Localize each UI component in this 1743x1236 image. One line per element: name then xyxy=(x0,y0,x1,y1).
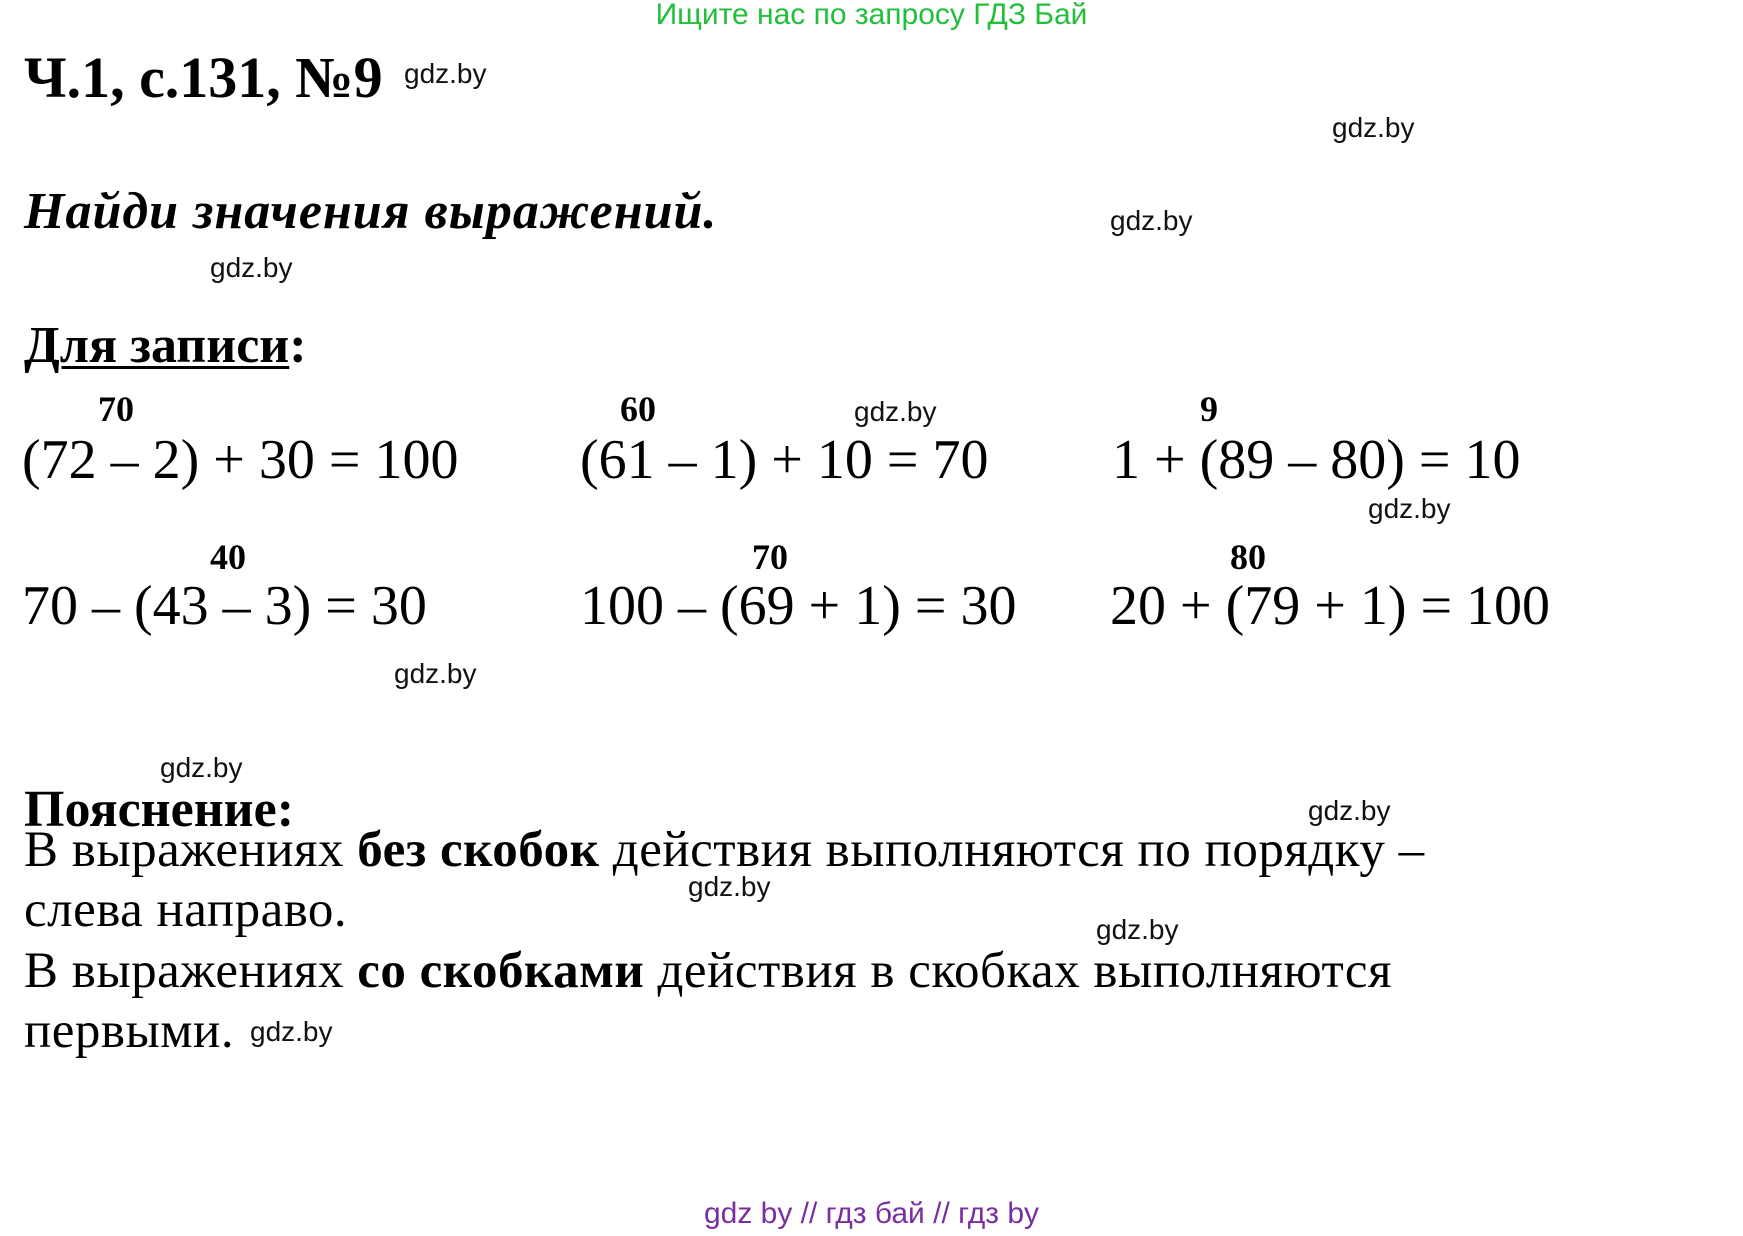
footer-links: gdz by // гдз бай // гдз by xyxy=(703,1197,1040,1230)
watermark: gdz.by xyxy=(160,752,243,783)
task-statement: Найди значения выражений. xyxy=(24,183,718,240)
rule-2-prefix: В выражениях xyxy=(24,943,358,999)
watermark: gdz.by xyxy=(1332,112,1415,143)
page-title: Ч.1, с.131, №9 xyxy=(24,45,383,110)
rule-1-suffix: действия выполняются по порядку – xyxy=(599,822,1425,878)
expression-3: 1 + (89 – 80) = 10 xyxy=(1112,429,1521,491)
watermark: gdz.by xyxy=(1368,493,1451,524)
rule-2-line-2: первыми. xyxy=(24,1003,235,1059)
explanation-label: Пояснение: xyxy=(24,781,295,838)
watermark: gdz.by xyxy=(854,396,937,427)
watermark: gdz.by xyxy=(394,658,477,689)
watermark: gdz.by xyxy=(1308,795,1391,826)
intermediate-result-4: 40 xyxy=(210,537,246,577)
watermark: gdz.by xyxy=(404,58,487,89)
watermark: gdz.by xyxy=(250,1016,333,1047)
watermark: gdz.by xyxy=(210,252,293,283)
expression-6: 20 + (79 + 1) = 100 xyxy=(1110,575,1551,637)
rule-1-line-2: слева направо. xyxy=(24,882,348,938)
intermediate-result-1: 70 xyxy=(98,389,134,429)
expression-5: 100 – (69 + 1) = 30 xyxy=(580,575,1017,637)
intermediate-result-6: 80 xyxy=(1230,537,1266,577)
watermark: gdz.by xyxy=(1110,205,1193,236)
rule-2-suffix: действия в скобках выполняются xyxy=(644,943,1392,999)
top-banner: Ищите нас по запросу ГДЗ Бай xyxy=(655,0,1088,31)
expression-2: (61 – 1) + 10 = 70 xyxy=(580,429,989,491)
record-label-text: Для записи xyxy=(24,317,290,374)
record-label-colon: : xyxy=(289,317,307,374)
intermediate-result-2: 60 xyxy=(620,389,656,429)
expression-1: (72 – 2) + 30 = 100 xyxy=(22,429,459,491)
intermediate-result-5: 70 xyxy=(752,537,788,577)
record-label xyxy=(24,316,307,375)
rule-2-bold: со скобками xyxy=(357,943,645,999)
rule-2-line-1 xyxy=(24,941,1392,1001)
watermark: gdz.by xyxy=(688,871,771,902)
expression-4: 70 – (43 – 3) = 30 xyxy=(22,575,427,637)
rule-1-prefix: В выражениях xyxy=(24,822,358,878)
watermark: gdz.by xyxy=(1096,914,1179,945)
rule-1-bold: без скобок xyxy=(357,822,600,878)
intermediate-result-3: 9 xyxy=(1200,389,1218,429)
